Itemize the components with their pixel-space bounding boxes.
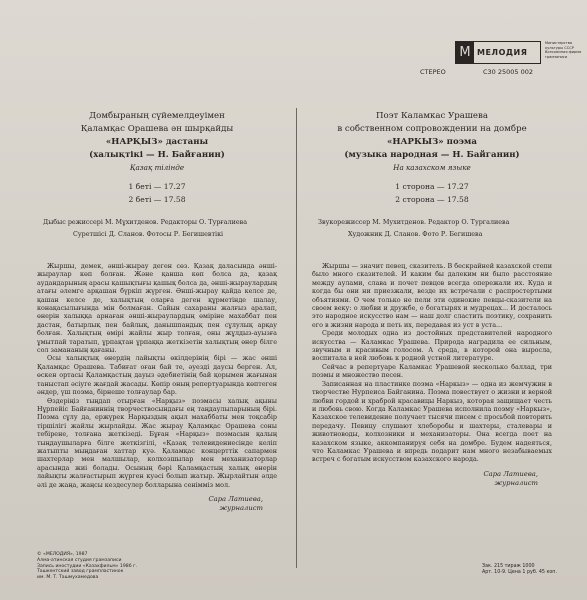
kazakh-title-line-2: Қаламқас Орашева ән шырқайды [80, 124, 234, 134]
column-divider [296, 108, 297, 568]
print-run-notes [482, 564, 557, 576]
kazakh-paragraph: Жыршы, демек, әнші-жырау деген сөз. Қазақ даласында әнші-жыраулар көп болған. Және қанша көп болса да, қазақ аудандарының арасы қашықтығы қашық болса да, әнші-жыраулардың атағы әлемге арқашан бүркіп жүрген. Әнші-жырау қайда келсе де, қашан келсе де, халықтың оларға деген құрметінде шалау, конақасылығында мін болмаған. Сайын сахараны жалғыз аралап, өнерін халыққа арнаған әнші-жыраулардың өміріне махаббат пен дастан, батырлық пен байлық, данышпандық пен сұлулық арқау болған. Халықтың өмірі жайлы жыр толған, оны жұлдыз-ауызға ұмытпай таратып, ұрпақтан ұрпаққа жеткізетін халықтың өнер білге сол замананың қағаны. [37, 262, 277, 355]
recording-line: Запись иностудии «Казахфильм» 1986 г. [37, 563, 137, 569]
kazakh-side-1: 1 беті — 17.27 [128, 182, 186, 191]
kazakh-side-list [37, 180, 277, 206]
stereo-label: СТЕРЕО [420, 68, 446, 76]
kazakh-paragraph: Осы халықтық өнердің лайықты өкілдерінің бірі — жас әнші Қаламқас Орашева. Табиғат оған бай те, әуезді даусы берген. Ал, өскен ортасы Қаламқастың дауыз әдебиетінің бай қорымен жағынан таныстап әсіуге жағдай жасады. Көпір оның репертуарында көптеген әндер, үш поэма, бірнеше толғаулар бар. [37, 354, 277, 397]
order-line: Зак. 215 тираж 1000 [482, 564, 535, 569]
kazakh-work-title: «НАРҚЫЗ» дастаны [105, 137, 209, 147]
russian-work-title: «НАРКЫЗ» поэма [387, 137, 477, 147]
russian-liner-notes [312, 262, 552, 464]
russian-language-note: На казахском языке [393, 163, 471, 172]
label-publisher-note: Министерство культуры СССР Всесоюзная фирма грамзаписи [545, 41, 582, 59]
melodiya-logo-text: МЕЛОДИЯ [477, 48, 528, 57]
russian-credits-line-2: Художник Д. Сланов. Фото Р. Бегишева [348, 230, 483, 238]
kazakh-work-subtitle: (халықтікі — Н. Байғанин) [89, 150, 225, 160]
russian-side-1: 1 сторона — 17.27 [395, 182, 469, 191]
russian-work-subtitle: (музыка народная — Н. Байганин) [344, 150, 520, 160]
russian-side-2: 2 сторона — 17.58 [395, 195, 469, 204]
kazakh-credits [37, 216, 277, 240]
copyright-line: © «МЕЛОДИЯ», 1987 [37, 552, 88, 557]
plant-name-line: им. М. Т. Ташмухамедова [37, 575, 99, 581]
russian-paragraph: Жыршы — значит певец, сказитель. В бескрайней казахской степи было много сказителей. И каким бы далеким ни было расстояние между аулами, слава и почет певцов всегда опережали их. Куда и когда бы они ни приезжали, везде их встречали с распростертыми объятиями. О чем только не пели эти одинокие певцы-сказители на своем веку: о любви и дружбе, о богатырях и мудрецах... И досталось это народное искусство нам — наш долг сластить поэтику, сохранить его в жизни народа и петь их, передавая из уст в уста... [312, 262, 552, 329]
kazakh-liner-notes [37, 262, 277, 489]
russian-credits [312, 216, 552, 240]
kazakh-author-name: Сара Латиева, [208, 494, 263, 503]
production-notes [37, 552, 137, 581]
plant-line: Ташкентский завод грампластинок [37, 569, 124, 575]
russian-author-role: журналист [494, 478, 538, 487]
russian-column [312, 110, 552, 488]
price-line: Арт. 10-9. Цена 1 руб. 45 коп. [482, 570, 557, 575]
russian-signature [312, 470, 552, 488]
russian-paragraph: Сейчас в репертуаре Каламкас Урашевой несколько баллад, три поэмы и множество песен. [312, 362, 552, 380]
catalog-number: С30 25005 002 [483, 68, 534, 76]
kazakh-author-role: журналист [219, 503, 263, 512]
russian-paragraph: Среди молодых одна из достойных представителей народного искусства — Каламкас Урашева. Природа наградила ее сильным, звучным и красивым голосом. А среда, в которой она выросла, воспитала в ней любовь к родной устной литературе. [312, 329, 552, 363]
kazakh-signature [37, 495, 277, 513]
kazakh-title-line-1: Домбыраның сүйемелдеуімен [89, 111, 225, 121]
russian-title-line-1: Поэт Каламкас Урашева [376, 111, 488, 121]
russian-paragraph: Записанная на пластинке поэма «Наркыз» — одна из жемчужин в творчестве Нурпеиса Байганина. Поэма повествует о жизни и верной любви гордой и храброй красавицы Наркыз, которая защищает честь и любовь свою. Когда Каламкас Урашева исполнила поэму «Наркыз», Казахское телевидение получает тысячи писем с просьбой повторить передачу. Певицу слушают хлеборобы и шахтеры, сталевары и животноводы, колхозники и механизаторы. Она всегда поет на казахском языке, аккомпанируя себя на домбре. Будем надеяться, что Каламкас Урашева и впредь подарит нам много незабываемых встреч с богатым искусством казахского народа. [312, 379, 552, 464]
russian-credits-line-1: Звукорежиссер М. Мухитденов. Редактор О. Тургалиева [318, 218, 510, 226]
russian-side-list [312, 180, 552, 206]
melodiya-logo [455, 41, 541, 64]
kazakh-paragraph: Өздеріңіз тыңдап отырған «Нарқыз» поэмасы халық ақыны Нұрпейіс Байғаниннің творчествосындағы ең таңдаулыларының бірі. Поэма сұлу да, ержүрек Нарқыздың ақыл махаббаты мен тоқсабір тіршілігі жайлы жырлайды. Жас жырау Қаламқас Орашева соны тебірене, толғана жеткізеді. Бұған «Нарқыз» поэмасын қалың тыңдаушыларға білге жеткізгілі, «Қазақ телевидениесінде келіп жатыпты мыңдаған хаттар куә. Қаламқас концерттік сапармен шахтерлар мен малшылар, колхозшылар мен механизаторлар арасында жиі болады. Осының бәрі Қаламқастың халық өнерін лайықты жалғастырып жүрген куәсі болып жатыр. Жырлайтын әлде әлі де жаңа, жаңсы кездесулер болларына сенімміз мол. [37, 396, 277, 489]
kazakh-side-2: 2 беті — 17.58 [128, 195, 186, 204]
russian-title-line-2: в собственном сопровождении на домбре [337, 124, 527, 134]
kazakh-credits-line-2: Суретшісі Д. Сланов. Фотосы Р. Бегишевтікі [73, 230, 224, 238]
russian-author-name: Сара Латиева, [483, 469, 538, 478]
kazakh-column [37, 110, 277, 513]
kazakh-credits-line-1: Дыбыс режиссері М. Мұхитденов. Редакторы О. Турғалиева [43, 218, 248, 226]
studio-line: Алма-атинская студия грамзаписи [37, 557, 122, 563]
melodiya-logo-mark: M [456, 42, 474, 63]
kazakh-language-note: Қазақ тілінде [129, 163, 185, 172]
